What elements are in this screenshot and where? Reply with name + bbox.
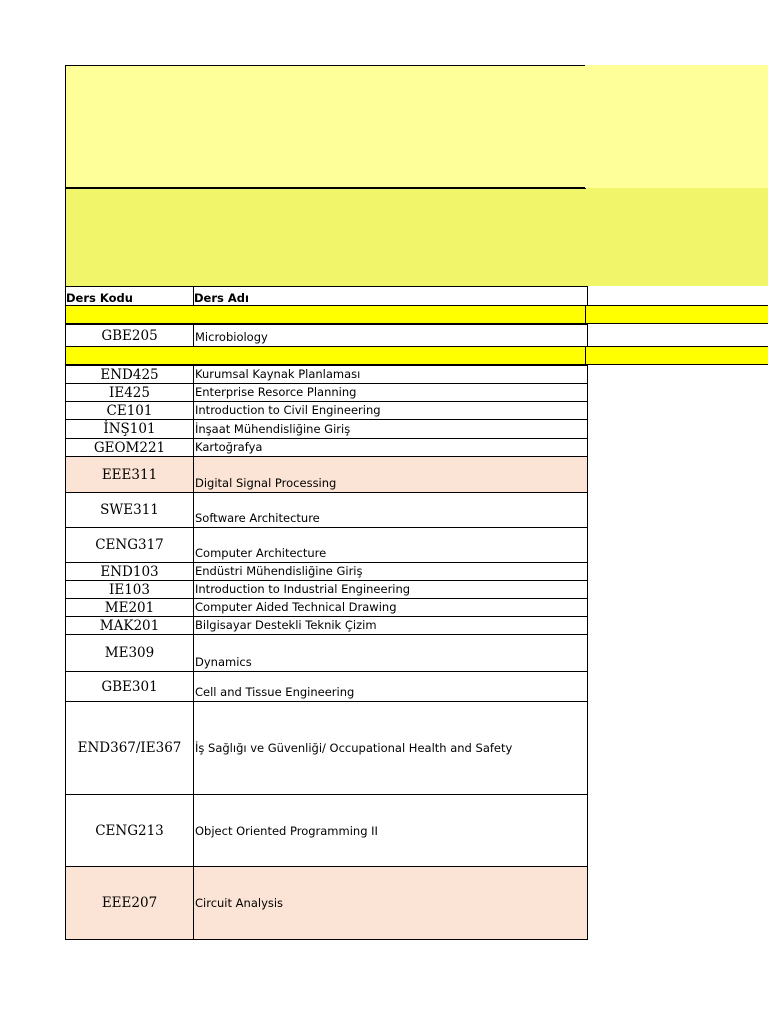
- course-code[interactable]: ME201: [66, 599, 194, 617]
- course-code[interactable]: ME309: [66, 635, 194, 672]
- course-name[interactable]: İnşaat Mühendisliğine Giriş: [194, 420, 588, 439]
- course-code[interactable]: CENG317: [66, 528, 194, 563]
- course-code[interactable]: EEE311: [66, 457, 194, 493]
- course-name[interactable]: Computer Aided Technical Drawing: [194, 599, 588, 617]
- section-strip: [65, 346, 768, 365]
- table-row: [66, 528, 588, 563]
- course-name[interactable]: Computer Architecture: [194, 528, 588, 563]
- course-name[interactable]: Bilgisayar Destekli Teknik Çizim: [194, 617, 588, 635]
- second-header-band: [65, 188, 768, 286]
- table-row: [66, 599, 588, 617]
- course-name[interactable]: Cell and Tissue Engineering: [194, 672, 588, 702]
- strip-column-border: [585, 306, 586, 323]
- table-header-row: [66, 287, 588, 306]
- course-name[interactable]: Software Architecture: [194, 493, 588, 528]
- course-code[interactable]: GBE301: [66, 672, 194, 702]
- header-divider: [65, 188, 586, 189]
- strip-left-border: [65, 306, 66, 323]
- course-code[interactable]: IE103: [66, 581, 194, 599]
- table-row: [66, 702, 588, 795]
- course-name[interactable]: Enterprise Resorce Planning: [194, 384, 588, 402]
- course-code[interactable]: İNŞ101: [66, 420, 194, 439]
- table-row: [66, 493, 588, 528]
- course-name[interactable]: Kartoğrafya: [194, 439, 588, 457]
- header-left-border: [65, 188, 66, 286]
- table-row: [66, 457, 588, 493]
- course-name[interactable]: Kurumsal Kaynak Planlaması: [194, 366, 588, 384]
- course-name[interactable]: Digital Signal Processing: [194, 457, 588, 493]
- strip-left-border: [65, 347, 66, 364]
- course-name[interactable]: Introduction to Industrial Engineering: [194, 581, 588, 599]
- table-row: [66, 867, 588, 940]
- course-code[interactable]: SWE311: [66, 493, 194, 528]
- header-code[interactable]: Ders Kodu: [66, 287, 194, 306]
- course-code[interactable]: END103: [66, 563, 194, 581]
- table-row: [66, 366, 588, 384]
- course-code[interactable]: GBE205: [66, 325, 194, 347]
- table-row: [66, 795, 588, 867]
- header-name[interactable]: Ders Adı: [194, 287, 588, 306]
- table-row: [66, 581, 588, 599]
- course-code[interactable]: GEOM221: [66, 439, 194, 457]
- course-code[interactable]: END425: [66, 366, 194, 384]
- course-code[interactable]: CENG213: [66, 795, 194, 867]
- table-row: [66, 402, 588, 420]
- table-row: [66, 439, 588, 457]
- table-row: [66, 420, 588, 439]
- course-code[interactable]: EEE207: [66, 867, 194, 940]
- section-strip: [65, 305, 768, 324]
- course-name[interactable]: Circuit Analysis: [194, 867, 588, 940]
- course-name[interactable]: İş Sağlığı ve Güvenliği/ Occupational Health and Safety: [194, 702, 588, 795]
- course-name[interactable]: Object Oriented Programming II: [194, 795, 588, 867]
- course-code[interactable]: END367/IE367: [66, 702, 194, 795]
- course-name[interactable]: Microbiology: [194, 325, 588, 347]
- table-row: [66, 384, 588, 402]
- table-row: [66, 563, 588, 581]
- course-code[interactable]: MAK201: [66, 617, 194, 635]
- table-row: [66, 325, 588, 347]
- course-name[interactable]: Dynamics: [194, 635, 588, 672]
- strip-column-border: [585, 347, 586, 364]
- course-name[interactable]: Endüstri Mühendisliğine Giriş: [194, 563, 588, 581]
- top-header-border: [65, 65, 585, 188]
- table-row: [66, 635, 588, 672]
- course-name[interactable]: Introduction to Civil Engineering: [194, 402, 588, 420]
- course-code[interactable]: CE101: [66, 402, 194, 420]
- table-row: [66, 617, 588, 635]
- course-table: [65, 286, 588, 940]
- table-row: [66, 672, 588, 702]
- course-code[interactable]: IE425: [66, 384, 194, 402]
